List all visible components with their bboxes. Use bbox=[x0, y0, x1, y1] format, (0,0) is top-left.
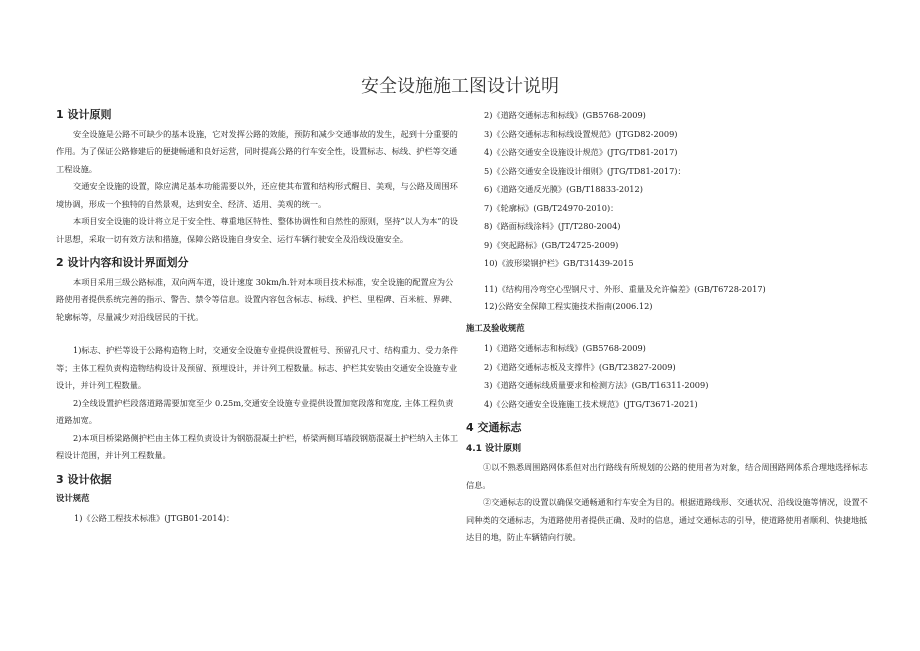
section-1-heading: 1 设计原则 bbox=[56, 108, 112, 121]
section-1-paragraph-1: 安全设施是公路不可缺少的基本设施，它对发挥公路的效能，预防和减少交通事故的发生，起到十分重要的作用。为了保证公路修建后的便捷畅通和良好运营，同时提高公路的行车安全性，设置标志、标线、护栏等交通工程设施。 bbox=[56, 128, 458, 174]
spec-item: 2)《道路交通标志和标线》(GB5768-2009) bbox=[484, 110, 646, 120]
spec-item: 5)《公路交通安全设施设计细则》(JTG/TD81-2017)： bbox=[484, 165, 686, 176]
spec-item: 1)《公路工程技术标准》(JTGB01-2014)： bbox=[74, 512, 235, 523]
document-title: 安全设施施工图设计说明 bbox=[361, 76, 559, 97]
right-column bbox=[466, 106, 870, 547]
acceptance-spec-item: 4)《公路交通安全设施施工技术规范》(JTG/T3671-2021) bbox=[484, 398, 698, 409]
section-3-heading: 3 设计依据 bbox=[56, 472, 112, 486]
acceptance-spec-subheading: 施工及验收规范 bbox=[466, 322, 525, 333]
spec-item: 7)《轮廓标》(GB/T24970-2010)： bbox=[484, 202, 619, 213]
section-4-heading: 4 交通标志 bbox=[466, 421, 522, 434]
acceptance-spec-item: 2)《道路交通标志板及支撑件》(GB/T23827-2009) bbox=[484, 361, 676, 372]
acceptance-spec-item: 3)《道路交通标线质量要求和检测方法》(GB/T16311-2009) bbox=[484, 380, 709, 390]
design-spec-subheading: 设计规范 bbox=[56, 493, 90, 503]
spec-item: 6)《道路交通反光膜》(GB/T18833-2012) bbox=[484, 184, 643, 194]
section-4-1-paragraph-2: ②交通标志的设置以确保交通畅通和行车安全为目的。根据道路线形、交通状况、沿线设施等情况，设置不同种类的交通标志，为道路使用者提供正确、及时的信息，通过交通标志的引导，使道路使用者顺利、快捷地抵达目的地，防止车辆错向行驶。 bbox=[466, 497, 868, 542]
left-column bbox=[56, 106, 460, 527]
spec-item: 3)《公路交通标志和标线设置规范》(JTGD82-2009) bbox=[484, 128, 678, 139]
section-2-heading: 2 设计内容和设计界面划分 bbox=[56, 256, 189, 269]
spec-item: 11)《结构用冷弯空心型钢尺寸、外形、重量及允许偏差》(GB/T6728-2017) bbox=[484, 283, 766, 294]
spec-item: 8)《路面标线涂料》(JT/T280-2004) bbox=[484, 221, 621, 231]
spec-item: 9)《突起路标》(GB/T24725-2009) bbox=[484, 239, 619, 250]
section-2-paragraph-1: 本项目采用三级公路标准，双向两车道，设计速度 30km/h.针对本项目技术标准，安全设施的配置应为公路使用者提供系统完善的指示、警告、禁令等信息。设置内容包含标志、标线、护栏、里程碑、百米桩、界碑、轮廓标等，尽量减少对沿线居民的干扰。 bbox=[56, 276, 458, 322]
section-4-1-heading: 4.1 设计原则 bbox=[466, 443, 522, 454]
section-2-paragraph-4: 2)本项目桥梁路侧护栏由主体工程负责设计为钢筋混凝土护栏，桥梁两侧耳墙段钢筋混凝土护栏纳入主体工程设计范围，并计列工程数量。 bbox=[56, 432, 459, 460]
section-4-1-paragraph-1: ①以不熟悉周围路网体系但对出行路线有所规划的公路的使用者为对象，结合周围路网体系合理地选择标志信息。 bbox=[466, 462, 868, 490]
section-2-paragraph-3: 2)全线设置护栏段落道路需要加宽至少 0.25m,交通安全设施专业提供设置加宽段落和宽度, 主体工程负责道路加宽。 bbox=[56, 397, 454, 425]
section-1-paragraph-2: 交通安全设施的设置，除应满足基本功能需要以外，还应使其布置和结构形式醒目、美观，与公路及周围环境协调，形成一个独特的自然景观，达到安全、经济、适用、美观的统一。 bbox=[56, 181, 458, 209]
spec-item: 12)公路安全保障工程实施技术指南(2006.12) bbox=[484, 301, 653, 311]
spec-item: 10)《波形梁钢护栏》GB/T31439-2015 bbox=[484, 258, 634, 268]
acceptance-spec-item: 1)《道路交通标志和标线》(GB5768-2009) bbox=[484, 343, 646, 353]
spec-item: 4)《公路交通安全设施设计规范》(JTG/TD81-2017) bbox=[484, 147, 678, 157]
section-2-paragraph-2: 1)标志、护栏等设于公路构造物上时，交通安全设施专业提供设置桩号、预留孔尺寸、结构重力、受力条件等；主体工程负责构造物结构设计及预留、预埋设计，并计列工程数量。标志、护栏其安装由交通安全设施专业设计，并计列工程数量。 bbox=[56, 345, 459, 390]
section-1-paragraph-3: 本项目安全设施的设计将立足于安全性、尊重地区特性、整体协调性和自然性的原则，坚持“以人为本”的设计思想，采取一切有效方法和措施，保障公路设施自身安全、运行车辆行驶安全及沿线设施安全。 bbox=[56, 216, 458, 244]
